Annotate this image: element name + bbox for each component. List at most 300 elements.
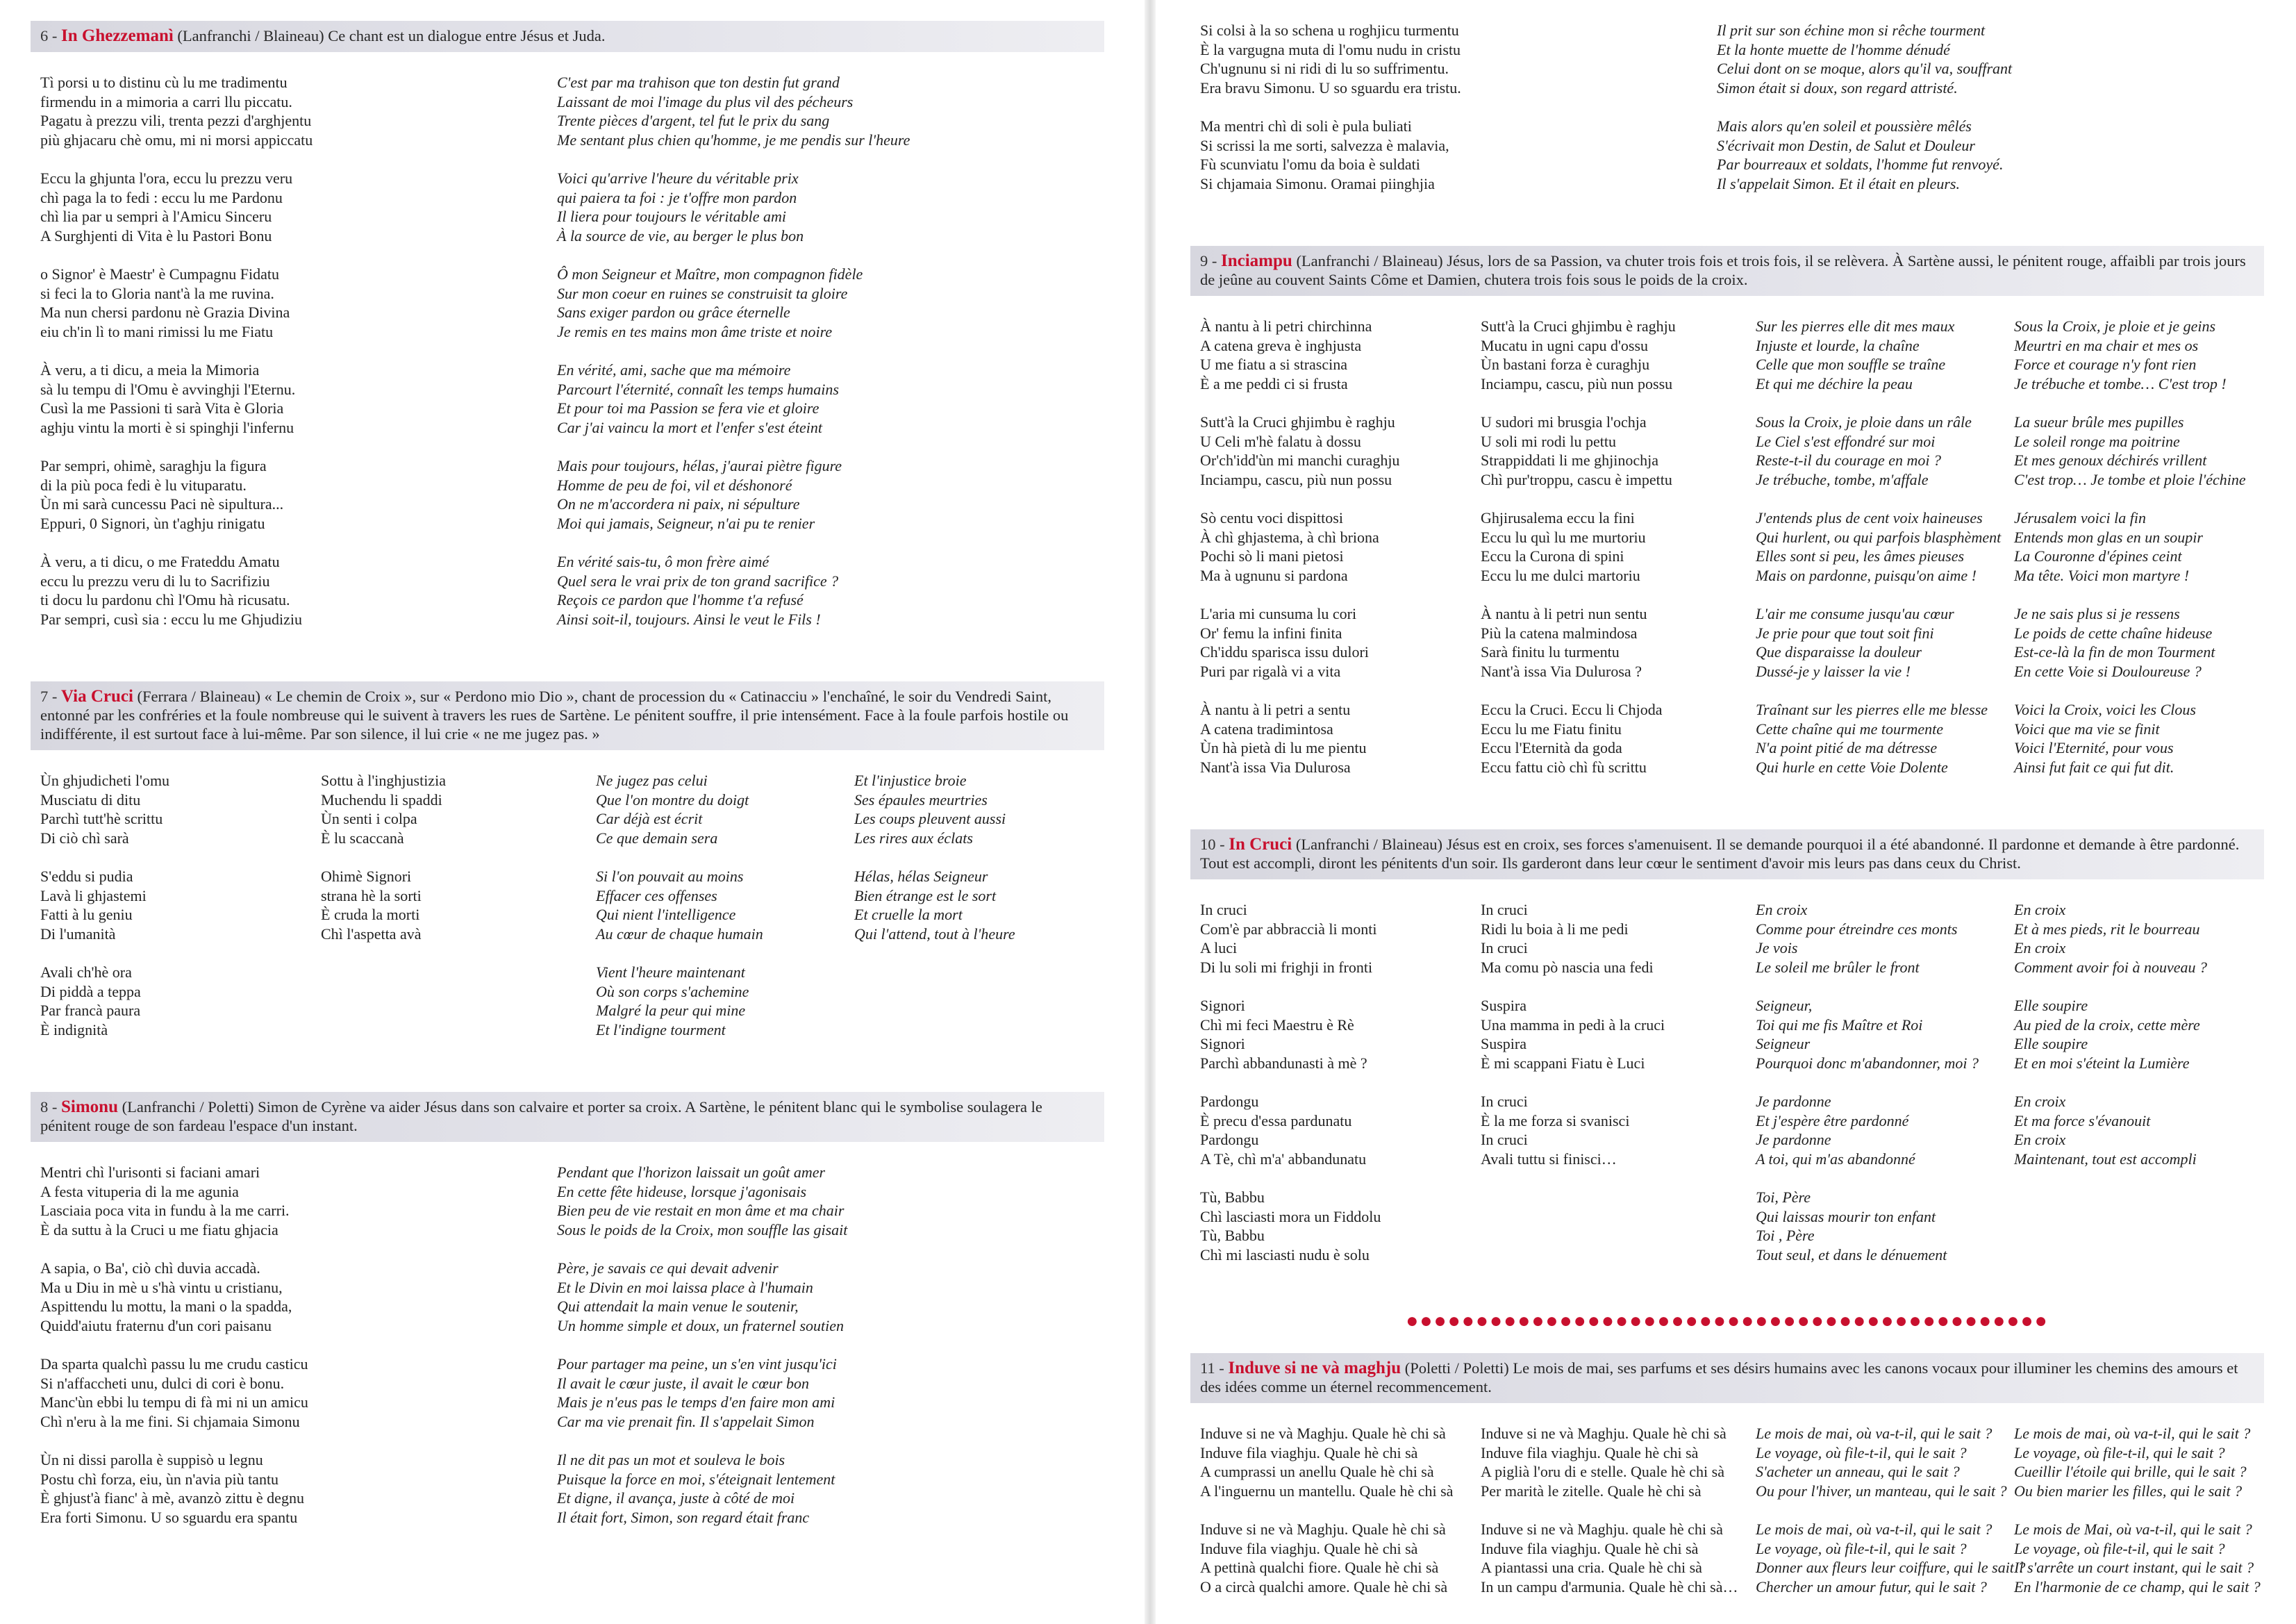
stanza	[557, 265, 1104, 341]
verse-line: Ma tête. Voici mon martyre !	[2014, 566, 2190, 584]
verse-line: A Surghjenti di Vita è lu Pastori Bonu	[40, 226, 272, 245]
french-translation-column	[845, 771, 1104, 1059]
verse-line: Et mes genoux déchirés vrillent	[2014, 451, 2207, 469]
verses-grid	[31, 771, 1104, 1059]
verse-line: ti docu lu pardonu chì l'Omu hà ricusatu.	[40, 591, 290, 608]
verse-line: Eccu l'Eternità da goda	[1481, 739, 1622, 756]
stanza	[1200, 1092, 1471, 1168]
verse-line: Maintenant, tout est accompli	[2014, 1150, 2197, 1168]
verse-line: Sous le poids de la Croix, mon souffle las gisait	[557, 1220, 848, 1238]
verse-line: J'entends plus de cent voix haineuses	[1756, 509, 1983, 527]
verse-line: Et pour toi ma Passion se fera vie et gloire	[557, 399, 820, 417]
verse-line: A piantassi una cria. Quale hè chi sà	[1481, 1559, 1702, 1576]
verse-line: Com'è par abbraccià li monti	[1200, 920, 1377, 938]
verse-line: più ghjacaru chè omu, mi ni morsi appiccatu	[40, 131, 313, 149]
verse-line: Quel sera le vrai prix de ton grand sacrifice ?	[557, 572, 839, 590]
verse-line: Cette chaîne qui me tourmente	[1756, 720, 1944, 738]
verse-line: chì lia par u sempri à l'Amicu Sinceru	[40, 208, 272, 225]
verse-line: In un campu d'armunia. Quale hè chi sà…	[1481, 1577, 1738, 1596]
verse-line: È da suttu à la Cruci u me fiatu ghjacia	[40, 1220, 278, 1238]
verse-line: Si n'affaccheti unu, dulci di cori è bonu.	[40, 1374, 285, 1392]
verse-line: En croix	[2014, 939, 2066, 956]
verse-line: Force et courage n'y font rien	[2014, 356, 2197, 373]
song-title: Inciampu	[1221, 251, 1292, 270]
stanza	[1200, 317, 1471, 393]
verse-line: Ùn bastani forza è curaghju	[1481, 356, 1650, 373]
verse-line: Le mois de mai, où va-t-il, qui le sait ?	[1756, 1425, 1993, 1442]
verse-line: si feci la to Gloria nant'à la me ruvina.	[40, 284, 274, 302]
verse-line: Eccu lu me dulci martoriu	[1481, 566, 1640, 584]
stanza	[2014, 1424, 2264, 1500]
song-title: In Ghezzemanì	[61, 26, 174, 45]
song-section	[1190, 1353, 2264, 1611]
verse-line: chì paga la to fedi : eccu lu me Pardonu	[40, 188, 283, 206]
stanza	[1481, 996, 1746, 1072]
verse-line: Le soleil ronge ma poitrine	[2014, 432, 2180, 450]
verse-line: Et l'indigne tourment	[596, 1020, 726, 1038]
verse-line: Qui attendait la main venue le soutenir,	[557, 1298, 799, 1315]
verse-line: Effacer ces offenses	[596, 886, 717, 904]
verse-line: Pardongu	[1200, 1131, 1259, 1148]
verse-line: Sutt'à la Cruci ghjimbu è raghju	[1200, 413, 1395, 431]
verse-line: Mais on pardonne, puisqu'on aime !	[1756, 566, 1977, 584]
verse-line: È a me peddi ci si frusta	[1200, 374, 1348, 392]
stanza	[1200, 996, 1471, 1072]
verse-line: Homme de peu de foi, vil et déshonoré	[557, 476, 792, 494]
verse-line: Ùn mi sarà cuncessu Paci nè sipultura...	[40, 495, 284, 513]
verse-line: Ma nun chersi pardonu nè Grazia Divina	[40, 304, 290, 321]
verse-line: Que disparaisse la douleur	[1756, 643, 1922, 661]
verse-line: Manc'ùn ebbi lu tempu di fà mi ni un amicu	[40, 1393, 308, 1411]
song-description: (Lanfranchi / Blaineau) Jésus est en croix, ses forces s'amenuisent. Il se demande pourquoi il a été abandonné. Il pardonne et demande à être pardonné. Tout est accompli, diront les pénitents d'un soir. Ils garderont dans leur cœur le sentiment d'avoir mis leurs pas dans ceux du Christ.	[1200, 836, 2240, 872]
verse-line: Ma u Diu in mè u s'hà vintu u cristianu,	[40, 1278, 283, 1296]
verse-line: Car j'ai vaincu la mort et l'enfer s'est éteint	[557, 418, 822, 436]
verse-line: Ainsi soit-il, toujours. Ainsi le veut le Fils !	[557, 610, 821, 628]
verse-line: Je pardonne	[1756, 1131, 1831, 1148]
verse-line: Di lu soli mi frighji in fronti	[1200, 958, 1373, 976]
stanza	[1481, 1424, 1746, 1500]
stanza	[2014, 900, 2264, 977]
verse-line: Par francà paura	[40, 1002, 141, 1019]
verse-line: Suspira	[1481, 997, 1526, 1014]
verse-line: Chì pur'troppu, cascu è impettu	[1481, 470, 1672, 488]
song-title: Induve si ne và maghju	[1228, 1359, 1401, 1377]
stanza	[596, 963, 845, 1039]
verse-line: Par bourreaux et soldats, l'homme fut renvoyé.	[1717, 156, 2004, 173]
verse-line: Je prie pour que tout soit fini	[1756, 624, 1934, 642]
stanza	[2014, 700, 2264, 777]
verse-line: È precu d'essa pardunatu	[1200, 1111, 1352, 1129]
verse-line: Induve si ne và Maghju. quale hè chi sà	[1481, 1521, 1723, 1538]
verse-line: Le Ciel s'est effondré sur moi	[1756, 432, 1936, 450]
verse-line: Par sempri, cusì sia : eccu lu me Ghjudiziu	[40, 610, 302, 628]
verse-line: Sans exiger pardon ou grâce éternelle	[557, 304, 790, 321]
verse-line: U Celi m'hè falatu à dossu	[1200, 432, 1361, 450]
verse-line: L'aria mi cunsuma lu cori	[1200, 605, 1357, 622]
verse-line: En croix	[2014, 1093, 2066, 1110]
song-number: 10 -	[1200, 836, 1229, 853]
verse-line: Ùn senti i colpa	[321, 810, 417, 827]
verse-line: Nant'à issa Via Dulurosa	[1200, 758, 1351, 776]
verse-line: Ainsi fut fait ce qui fut dit.	[2014, 758, 2174, 776]
verse-line: Sutt'à la Cruci ghjimbu è raghju	[1481, 317, 1676, 335]
verse-line: Ùn ni dissi parolla è suppisò u legnu	[40, 1451, 263, 1468]
verse-line: On ne m'accordera ni paix, ni sépulture	[557, 495, 800, 513]
verse-line: Et le Divin en moi laissa place à l'humain	[557, 1278, 813, 1296]
verse-line: Le mois de mai, où va-t-il, qui le sait ?	[2014, 1425, 2251, 1442]
verse-line: Il était fort, Simon, son regard était franc	[557, 1508, 810, 1526]
verse-line: Le mois de mai, où va-t-il, qui le sait ?	[1756, 1521, 1993, 1538]
stanza	[1717, 21, 2264, 97]
stanza	[40, 361, 547, 437]
verse-line: Induve fila viaghju. Quale hè chi sà	[1481, 1443, 1699, 1461]
stanza	[1481, 413, 1746, 489]
verse-line: U soli mi rodi lu pettu	[1481, 432, 1616, 450]
verse-line: Ma comu pò nascia una fedi	[1481, 958, 1654, 976]
verse-line: Tout seul, et dans le dénuement	[1756, 1245, 1947, 1263]
verse-line: Ne jugez pas celui	[596, 772, 708, 789]
verse-line: Signori	[1200, 1035, 1245, 1052]
verse-line: En cette fête hideuse, lorsque j'agonisais	[557, 1182, 807, 1200]
stanza	[1200, 700, 1471, 777]
verse-line: En vérité, ami, sache que ma mémoire	[557, 361, 791, 379]
verse-line: Avali ch'hè ora	[40, 963, 132, 981]
verse-line: Donner aux fleurs leur coiffure, qui le sait ?	[1756, 1559, 2026, 1576]
stanza	[2014, 317, 2264, 393]
verse-line: Entends mon glas en un soupir	[2014, 528, 2203, 546]
stanza	[854, 771, 1104, 847]
stanza	[1756, 996, 2004, 1072]
song-description: (Poletti / Poletti) Le mois de mai, ses parfums et ses désirs humains avec les canons vocaux pour illuminer les chemins des amours et des idées comme un éternel recommencement.	[1200, 1359, 2238, 1395]
verse-line: A catena greva è inghjusta	[1200, 336, 1362, 354]
french-translation-column	[1746, 317, 2004, 796]
verse-line: Toi qui me fis Maître et Roi	[1756, 1016, 1923, 1034]
verse-line: Eccu lu quì lu me murtoriu	[1481, 528, 1646, 546]
stanza	[1481, 508, 1746, 585]
verse-line: Tù, Babbu	[1200, 1188, 1265, 1206]
verse-line: Est-ce-là la fin de mon Tourment	[2014, 643, 2215, 661]
corsican-lyrics-column	[1471, 317, 1746, 796]
verse-line: Induve fila viaghju. Quale hè chi sà	[1481, 1539, 1699, 1557]
verse-line: Pendant que l'horizon laissait un goût amer	[557, 1163, 826, 1181]
stanza	[40, 1450, 547, 1527]
stanza	[557, 1450, 1104, 1527]
stanza	[1756, 1188, 2004, 1264]
verse-line: Muchendu li spaddi	[321, 790, 442, 809]
stanza	[557, 552, 1104, 629]
stanza	[40, 963, 311, 1039]
verse-line: È mi scappani Fiatu è Luci	[1481, 1054, 1645, 1072]
verse-line: Ridi lu boia à li me pedi	[1481, 920, 1629, 938]
verse-line: Suspira	[1481, 1035, 1526, 1052]
verse-line: Di piddà a teppa	[40, 982, 141, 1000]
verse-line: Et à mes pieds, rit le bourreau	[2014, 920, 2200, 938]
verse-line: Et digne, il avança, juste à côté de moi	[557, 1489, 795, 1507]
verse-line: En croix	[1756, 901, 1808, 918]
stanza	[1756, 508, 2004, 585]
verse-line: Jérusalem voici la fin	[2014, 509, 2147, 527]
stanza	[1756, 413, 2004, 489]
stanza	[557, 169, 1104, 245]
verse-line: Elles sont si peu, les âmes pieuses	[1756, 547, 1965, 565]
song-section	[1190, 21, 2264, 213]
verse-line: Comment avoir foi à nouveau ?	[2014, 958, 2208, 976]
verse-line: Les rires aux éclats	[854, 829, 973, 847]
verse-line: Trente pièces d'argent, tel fut le prix du sang	[557, 112, 830, 129]
verse-line: Le poids de cette chaîne hideuse	[2014, 624, 2213, 642]
verse-line: eccu lu prezzu veru di lu to Sacrifiziu	[40, 572, 270, 590]
verse-line: Induve si ne và Maghju. Quale hè chi sà	[1481, 1425, 1727, 1442]
corsican-lyrics-column	[31, 73, 547, 648]
verse-line: Reçois ce pardon que l'homme t'a refusé	[557, 591, 804, 608]
verse-line: Elle soupire	[2014, 1035, 2088, 1052]
stanza	[557, 1354, 1104, 1431]
verse-line: S'acheter un anneau, qui le sait ?	[1756, 1463, 1960, 1480]
verse-line: Le voyage, où file-t-il, qui le sait ?	[2014, 1539, 2225, 1557]
verse-line: Eccu la ghjunta l'ora, eccu lu prezzu veru	[40, 169, 293, 187]
verse-line: Era forti Simonu. U so sguardu era spantu	[40, 1508, 298, 1526]
verse-line: Musciatu di ditu	[40, 790, 141, 809]
song-number: 9 -	[1200, 252, 1221, 270]
verse-line: Puri par rigalà vi a vita	[1200, 662, 1341, 680]
verse-line: Pourquoi donc m'abandonner, moi ?	[1756, 1054, 1979, 1072]
verse-line: Moi qui jamais, Seigneur, n'ai pu te renier	[557, 514, 815, 532]
stanza	[854, 867, 1104, 943]
verse-line: Il ne dit pas un mot et souleva le bois	[557, 1451, 785, 1468]
verse-line: Il prit sur son échine mon si rêche tourment	[1717, 22, 1986, 39]
verse-line: Una mamma in pedi à la cruci	[1481, 1016, 1665, 1034]
verse-line: Si l'on pouvait au moins	[596, 868, 744, 885]
verse-line: Sur les pierres elle dit mes maux	[1756, 317, 1955, 335]
verse-line: Il avait le cœur juste, il avait le cœur bon	[557, 1374, 809, 1392]
verse-line: A festa vituperia di la me agunia	[40, 1182, 239, 1200]
stanza	[1717, 117, 2264, 193]
verse-line: Sottu à l'inghjustizia	[321, 772, 446, 789]
verse-line: C'est par ma trahison que ton destin fut grand	[557, 74, 840, 91]
stanza	[1481, 317, 1746, 393]
verse-line: U sudori mi brusgia l'ochja	[1481, 413, 1647, 431]
verse-line: Ma mentri chì di soli è pula buliati	[1200, 117, 1412, 135]
verse-line: Je ne sais plus si je ressens	[2014, 605, 2180, 622]
verse-line: Il s'arrête un court instant, qui le sait ?	[2014, 1559, 2254, 1576]
verse-line: En croix	[2014, 1131, 2066, 1148]
stanza	[40, 1163, 547, 1239]
stanza	[1481, 604, 1746, 681]
corsican-lyrics-column	[1471, 1424, 1746, 1611]
verse-line: Où son corps s'achemine	[596, 982, 749, 1000]
verse-line: Je remis en tes mains mon âme triste et noire	[557, 322, 833, 340]
right-page	[1190, 21, 2264, 1611]
verse-line: Elle soupire	[2014, 997, 2088, 1014]
verse-line: aghju vintu la morti è si spinghji l'infernu	[40, 418, 294, 436]
song-section	[31, 1092, 1104, 1546]
verse-line: È ghjust'à fianc' à mè, avanzò zittu è degnu	[40, 1489, 304, 1507]
verse-line: Eccu fattu ciò chì fù scrittu	[1481, 758, 1647, 776]
song-section	[1190, 829, 2264, 1284]
verse-line: In cruci	[1481, 1131, 1528, 1148]
verse-line: A l'inguernu un mantellu. Quale hè chi sà	[1200, 1482, 1454, 1500]
verse-line: Tù, Babbu	[1200, 1227, 1265, 1244]
verse-line: Si colsi à la so schena u roghjicu turmentu	[1200, 22, 1459, 39]
verse-line: Chì mi lasciasti nudu è solu	[1200, 1245, 1370, 1263]
verse-line: En croix	[2014, 901, 2066, 918]
stanza	[2014, 413, 2264, 489]
verse-line: Ou pour l'hiver, un manteau, qui le sait ?	[1756, 1482, 2007, 1500]
stanza	[1200, 1424, 1471, 1500]
verse-line: Et ma force s'évanouit	[2014, 1111, 2151, 1129]
verse-line: Da sparta qualchì passu lu me crudu casticu	[40, 1355, 308, 1373]
verse-line: N'a point pitié de ma détresse	[1756, 739, 1938, 756]
verse-line: Injuste et lourde, la chaîne	[1756, 336, 1920, 354]
verse-line: Pardongu	[1200, 1093, 1259, 1110]
stanza	[1200, 508, 1471, 585]
verse-line: En cette Voie si Douloureuse ?	[2014, 662, 2202, 680]
verse-line: S'eddu si pudia	[40, 868, 133, 885]
stanza	[1756, 604, 2004, 681]
verse-line: Au cœur de chaque humain	[596, 925, 763, 943]
verse-line: Cueillir l'étoile qui brille, qui le sait ?	[2014, 1463, 2247, 1480]
french-translation-column	[547, 73, 1104, 648]
verse-line: Ch'ugnunu si ni ridi di lu so suffrimentu.	[1200, 60, 1449, 77]
verse-line: Voici la Croix, voici les Clous	[2014, 701, 2196, 718]
verse-line: A piglià l'oru di e stelle. Quale hè chi sà	[1481, 1463, 1724, 1480]
verse-line: Sarà finitu lu turmentu	[1481, 643, 1620, 661]
song-title: Via Cruci	[61, 687, 133, 706]
verse-line: À nantu à li petri nun sentu	[1481, 605, 1647, 622]
verse-line: Parcourt l'éternité, connaît les temps humains	[557, 380, 839, 398]
stanza	[1481, 700, 1746, 777]
verse-line: Di ciò chì sarà	[40, 829, 129, 847]
verse-line: Voici qu'arrive l'heure du véritable prix	[557, 169, 799, 187]
verse-line: Più la catena malmindosa	[1481, 624, 1638, 642]
song-title: Simonu	[61, 1097, 118, 1116]
verse-line: Reste-t-il du courage en moi ?	[1756, 451, 1941, 469]
stanza	[321, 771, 586, 847]
verse-line: Malgré la peur qui mine	[596, 1002, 746, 1019]
verse-line: À la source de vie, au berger le plus bon	[557, 226, 804, 245]
verse-line: Signori	[1200, 997, 1245, 1014]
stanza	[1481, 1092, 1746, 1168]
verse-line: À nantu à li petri chirchinna	[1200, 317, 1372, 335]
verse-line: Les coups pleuvent aussi	[854, 810, 1006, 827]
verses-grid	[1190, 1424, 2264, 1611]
song-description: (Lanfranchi / Blaineau) Ce chant est un dialogue entre Jésus et Juda.	[173, 27, 606, 44]
stanza	[1756, 317, 2004, 393]
verse-line: A toi, qui m'as abandonné	[1756, 1150, 1915, 1168]
verse-line: Le voyage, où file-t-il, qui le sait ?	[1756, 1443, 1967, 1461]
stanza	[1200, 117, 1707, 193]
verse-line: In cruci	[1200, 901, 1247, 918]
verse-line: Lasciaia poca vita in fundu à la me carri.	[40, 1202, 290, 1219]
verse-line: Chì l'aspetta avà	[321, 925, 422, 943]
decorative-dot-divider: ●●●●●●●●●●●●●●●●●●●●●●●●●●●●●●●●●●●●●●●●●●●●●●	[1406, 1309, 2049, 1332]
stanza	[1756, 1092, 2004, 1168]
verse-line: Postu chì forza, eiu, ùn n'avia più tantu	[40, 1470, 279, 1488]
verse-line: Ma à ugnunu si pardona	[1200, 566, 1348, 584]
song-header	[1190, 1353, 2264, 1403]
verse-line: Aspittendu lu mottu, la mani o la spadda,	[40, 1298, 292, 1315]
verse-line: Ch'iddu sparisca issu dulori	[1200, 643, 1369, 661]
stanza	[1200, 413, 1471, 489]
french-translation-column	[2004, 1424, 2264, 1611]
verse-line: Chercher un amour futur, qui le sait ?	[1756, 1577, 1987, 1596]
stanza	[321, 867, 586, 943]
verse-line: È la me forza si svanisci	[1481, 1111, 1630, 1129]
verse-line: A Tè, chì m'a' abbandunatu	[1200, 1150, 1367, 1168]
verse-line: A sapia, o Ba', ciò chì duvia accadà.	[40, 1259, 260, 1277]
verse-line: Comme pour étreindre ces monts	[1756, 920, 1958, 938]
verse-line: A catena tradimintosa	[1200, 720, 1333, 738]
verse-line: Et la honte muette de l'homme dénudé	[1717, 40, 1950, 58]
verse-line: Chì mi feci Maestru è Rè	[1200, 1016, 1354, 1034]
verse-line: En l'harmonie de ce champ, qui le sait ?	[2014, 1577, 2261, 1596]
verse-line: Di l'umanità	[40, 925, 116, 943]
stanza	[1756, 1424, 2007, 1500]
verse-line: La Couronne d'épines ceint	[2014, 547, 2182, 565]
verse-line: È indignità	[40, 1020, 108, 1038]
verse-line: Laissant de moi l'image du plus vil des pécheurs	[557, 92, 854, 110]
verse-line: Bien peu de vie restait en mon âme et ma chair	[557, 1202, 845, 1219]
verse-line: Et en moi s'éteint la Lumière	[2014, 1054, 2190, 1072]
verse-line: Eccu la Curona di spini	[1481, 547, 1624, 565]
stanza	[40, 456, 547, 533]
stanza	[596, 867, 845, 943]
verse-line: A luci	[1200, 939, 1238, 956]
verse-line: Le mois de Mai, où va-t-il, qui le sait ?	[2014, 1521, 2252, 1538]
verse-line: Je vois	[1756, 939, 1798, 956]
verse-line: Je trébuche et tombe… C'est trop !	[2014, 374, 2227, 392]
corsican-lyrics-column	[31, 771, 311, 1059]
verse-line: Chì n'eru à la me fini. Si chjamaia Simonu	[40, 1412, 300, 1430]
verse-line: Ce que demain sera	[596, 829, 718, 847]
verse-line: Je trébuche, tombe, m'affale	[1756, 470, 1929, 488]
verse-line: Inciampu, cascu, più nun possu	[1200, 470, 1392, 488]
verse-line: Le soleil me brûler le front	[1756, 958, 1920, 976]
stanza	[2014, 1520, 2264, 1596]
verse-line: È cruda la morti	[321, 906, 420, 923]
song-header	[31, 1092, 1104, 1142]
stanza	[557, 1163, 1104, 1239]
verse-line: In cruci	[1481, 1093, 1528, 1110]
stanza	[1200, 604, 1471, 681]
song-description: (Lanfranchi / Poletti) Simon de Cyrène va aider Jésus dans son calvaire et porter sa croix. A Sartène, le pénitent blanc qui le symbolise soulagera le pénitent rouge de son fardeau l'espace d'un instant.	[40, 1098, 1042, 1134]
verse-line: O a circà qualchi amore. Quale hè chi sà	[1200, 1577, 1448, 1596]
french-translation-column	[547, 1163, 1104, 1546]
verse-line: Chì lasciasti mora un Fiddolu	[1200, 1207, 1381, 1225]
verse-line: Meurtri en ma chair et mes os	[2014, 336, 2199, 354]
stanza	[557, 73, 1104, 149]
verse-line: Quidd'aiutu fraternu d'un cori paisanu	[40, 1316, 272, 1334]
verse-line: Ghjirusalema eccu la fini	[1481, 509, 1635, 527]
verse-line: À veru, a ti dicu, a meia la Mimoria	[40, 361, 260, 379]
verse-line: Qui nient l'intelligence	[596, 906, 736, 923]
verse-line: Pour partager ma peine, un s'en vint jusqu'ici	[557, 1355, 837, 1373]
verse-line: Ses épaules meurtries	[854, 790, 988, 809]
stanza	[557, 1259, 1104, 1335]
verse-line: Mais alors qu'en soleil et poussière mêlés	[1717, 117, 1972, 135]
verse-line: Et cruelle la mort	[854, 906, 963, 923]
verse-line: Pagatu à prezzu vili, trenta pezzi d'arghjentu	[40, 112, 312, 129]
verse-line: Nant'à issa Via Dulurosa ?	[1481, 662, 1642, 680]
stanza	[40, 867, 311, 943]
verse-line: Fatti à lu geniu	[40, 906, 133, 923]
verse-line: Et j'espère être pardonné	[1756, 1111, 1909, 1129]
song-header	[1190, 246, 2264, 296]
verse-line: Cusì la me Passioni ti sarà Vita è Gloria	[40, 399, 284, 417]
verses-grid	[31, 73, 1104, 648]
verse-line: Induve si ne và Maghju. Quale hè chi sà	[1200, 1521, 1446, 1538]
verse-line: Strappiddati li me ghjinochja	[1481, 451, 1659, 469]
